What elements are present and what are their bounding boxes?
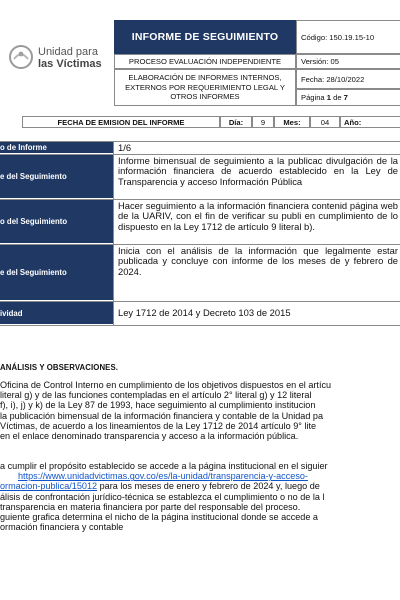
day-label: Día: [220,116,252,128]
info-value: Inicia con el análisis de la información que legalmente estar publicada y concluye con informe de los meses de y febrero de 2024. [113,245,400,301]
paragraph-line: la publicación bimensual de la información financiera y contable de la Unidad pa [0,410,324,421]
info-label: ividad [0,302,113,325]
elaboration-description: ELABORACIÓN DE INFORMES INTERNOS, EXTERNOS POR REQUERIMIENTO LEGAL Y OTROS INFORMES [114,69,296,106]
section-title: ANÁLISIS Y OBSERVACIONES. [0,363,119,372]
month-label: Mes: [274,116,310,128]
info-value: Hacer seguimiento a la información financiera contenid página web de la UARIV, con el fin de verificar su publi en cumplimiento de lo dispuesto en la Ley 1712 de artículo 9 literal b). [113,200,400,244]
paragraph-line [0,481,400,491]
info-label: e del Seguimiento [0,245,113,301]
month-value: 04 [310,116,340,128]
paragraph-line: en el enlace denominado transparencia y acceso a la información pública. [0,431,299,442]
info-value: 1/6 [113,142,400,154]
paragraph-line [0,471,400,481]
paragraph-line: ormación financiera y contable [0,522,124,533]
page-number: 1 [326,93,331,102]
paragraph-text: para los meses de enero y febrero de 2024 y, luego de [97,481,320,492]
info-row-normativity [0,302,400,326]
paragraph-line: transparencia en materia financiera por parte del responsable del proceso. [0,501,301,512]
issue-date-title: FECHA DE EMISION DEL INFORME [22,116,220,128]
logo-text-line1: Unidad para [38,46,98,58]
unidad-victimas-logo-icon [8,44,34,70]
document-code: Código: 150.19.15-10 [296,20,400,54]
paragraph-access-procedure [0,461,400,532]
paragraph-line: álisis de confrontación jurídico-técnica se establezca el cumplimiento o no de la l [0,491,325,502]
paragraph-control-interno [0,380,400,441]
info-value: Ley 1712 de 2014 y Decreto 103 de 2015 [113,302,400,325]
page-counter [296,89,400,106]
info-row-scope [0,245,400,302]
logo-text-line2: las Víctimas [38,58,102,70]
info-row-objective [0,200,400,245]
issue-date-row [0,116,400,128]
info-row-name [0,155,400,200]
page-prefix: Página [301,93,327,102]
logo-text [38,46,102,70]
report-type-banner: INFORME DE SEGUIMIENTO [114,20,296,54]
document-date: Fecha: 28/10/2022 [296,69,400,89]
year-label: Año: [340,116,400,128]
info-label: e del Seguimiento [0,155,113,199]
page-mid: de [331,93,344,102]
transparency-link[interactable]: https://www.unidadvictimas.gov.co/es/la-unidad/transparencia-y-acceso- [18,471,308,482]
paragraph-line: a cumplir el propósito establecido se accede a la página institucional en el siguier [0,461,328,471]
process-name: PROCESO EVALUACIÓN INDEPENDIENTE [114,54,296,69]
paragraph-line: Víctimas, de acuerdo a los lineamientos de la Ley 1712 de 2014 artículo 9° lite [0,420,317,431]
paragraph-line: guiente grafica determina el nicho de la página institucional donde se accede a [0,512,318,523]
paragraph-line: literal g) y de las funciones contempladas en el artículo 2° literal g) y 12 literal [0,390,312,401]
day-value: 9 [252,116,274,128]
logo [0,18,115,108]
info-value: Informe bimensual de seguimiento a la publicac divulgación de la información financiera de acuerdo establecido en la Ley de Transparencia y acceso Información Pública [113,155,400,199]
paragraph-line: Oficina de Control Interno en cumplimiento de los objetivos dispuestos en el artícu [0,380,332,390]
page-total: 7 [343,93,348,102]
info-row-report-number [0,141,400,155]
info-label: o de Informe [0,142,113,154]
document-version: Versión: 05 [296,54,400,69]
paragraph-line: f), i), j) y k) de la Ley 87 de 1993, hace seguimiento al cumplimiento institucion [0,400,316,411]
transparency-link-continuation[interactable]: ormacion-publica/15012 [0,481,98,492]
info-label: o del Seguimiento [0,200,113,244]
